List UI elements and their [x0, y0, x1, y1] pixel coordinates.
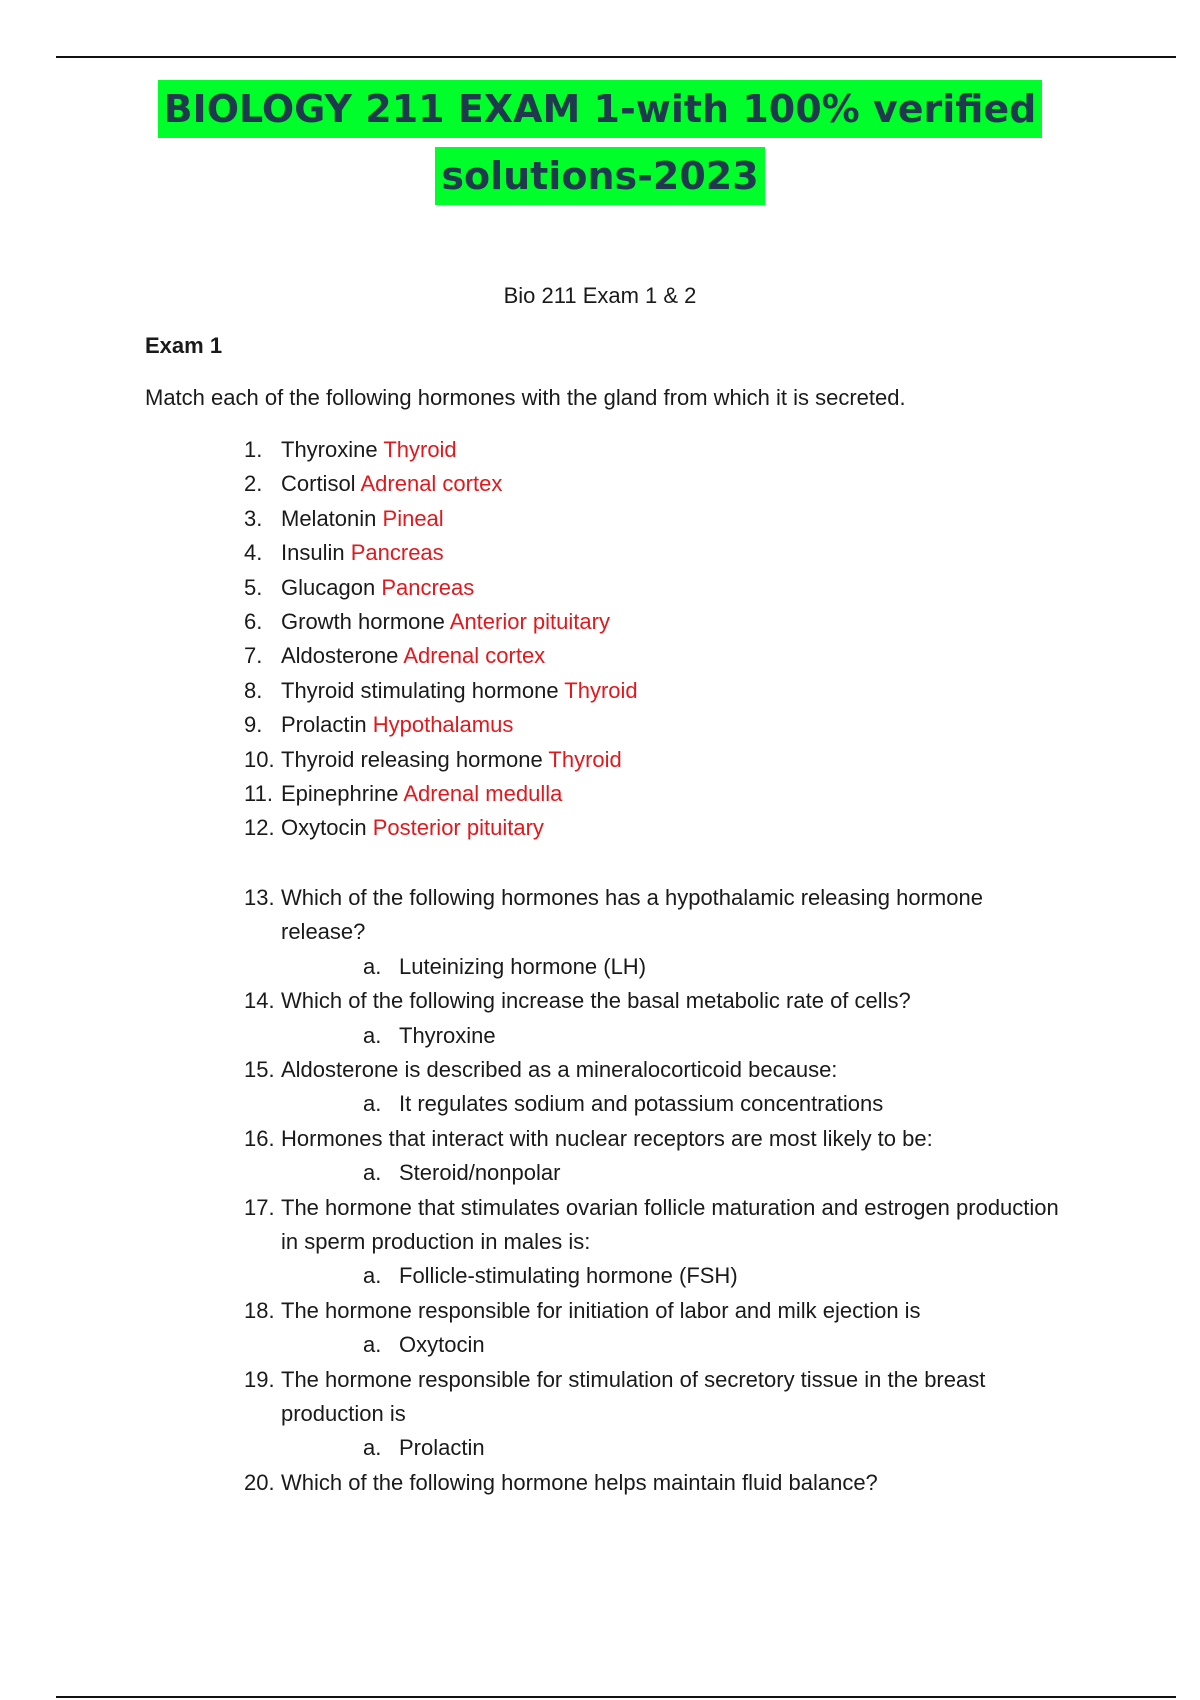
answer-letter: a. [363, 1263, 382, 1289]
gland-answer: Adrenal cortex [360, 471, 503, 497]
question-item [0, 1122, 1200, 1191]
answer-letter: a. [363, 1332, 382, 1358]
question-item [0, 881, 1200, 984]
question-item [0, 1191, 1200, 1294]
question-item [0, 1294, 1200, 1363]
item-number: 1. [244, 437, 263, 462]
gland-answer: Adrenal cortex [403, 643, 546, 669]
item-number: 7. [244, 643, 263, 669]
hormone-name: Insulin [281, 540, 345, 566]
gland-answer: Thyroid [383, 437, 457, 462]
answer-text: Luteinizing hormone (LH) [399, 953, 647, 979]
document-subtitle: Bio 211 Exam 1 & 2 [503, 283, 697, 308]
bottom-divider [56, 1696, 1176, 1698]
question-text: Hormones that interact with nuclear receptors are most likely to be: [281, 1125, 933, 1151]
gland-answer: Pancreas [350, 540, 444, 566]
gland-answer: Thyroid [548, 746, 622, 772]
answer-text: Thyroxine [399, 1022, 496, 1048]
hormone-name: Thyroxine [281, 437, 378, 462]
item-number: 8. [244, 677, 263, 703]
question-item [0, 984, 1200, 1053]
hormone-name: Epinephrine [281, 780, 399, 806]
item-number: 12. [244, 815, 275, 841]
question-text: Which of the following hormone helps maintain fluid balance? [281, 1469, 878, 1495]
gland-answer: Posterior pituitary [372, 815, 544, 841]
question-answer [0, 1156, 1200, 1190]
question-answer [0, 950, 1200, 984]
question-answer [0, 1019, 1200, 1053]
title-line-2: solutions-2023 [435, 147, 764, 205]
question-answer [0, 1259, 1200, 1293]
question-number: 17. [244, 1194, 275, 1220]
top-divider [56, 56, 1176, 58]
question-text: Which of the following increase the basal metabolic rate of cells? [281, 988, 911, 1014]
question-item [0, 1053, 1200, 1122]
question-answer [0, 1087, 1200, 1121]
item-number: 9. [244, 712, 263, 738]
question-number: 15. [244, 1057, 275, 1082]
hormone-name: Thyroid stimulating hormone [281, 677, 559, 703]
gland-answer: Pancreas [381, 574, 475, 600]
answer-letter: a. [363, 1435, 382, 1461]
hormone-name: Thyroid releasing hormone [281, 746, 543, 772]
document-title [0, 80, 1200, 214]
question-answer [0, 1431, 1200, 1465]
question-list [0, 881, 1200, 1500]
question-text: Aldosterone is described as a mineralocorticoid because: [281, 1057, 838, 1082]
question-text: The hormone responsible for stimulation of secretory tissue in the breast production is [281, 1366, 986, 1426]
question-number: 13. [244, 885, 275, 910]
answer-letter: a. [363, 1160, 382, 1186]
answer-letter: a. [363, 1091, 382, 1117]
answer-letter: a. [363, 953, 382, 979]
question-number: 16. [244, 1125, 275, 1151]
hormone-name: Aldosterone [281, 643, 399, 669]
gland-answer: Adrenal medulla [403, 780, 563, 806]
item-number: 3. [244, 505, 263, 531]
question-text: The hormone that stimulates ovarian follicle maturation and estrogen production in sperm production in males is: [281, 1194, 1059, 1254]
question-text: Which of the following hormones has a hypothalamic releasing hormone release? [281, 885, 983, 945]
question-text: The hormone responsible for initiation of labor and milk ejection is [281, 1297, 921, 1323]
item-number: 10. [244, 746, 275, 772]
item-number: 5. [244, 574, 263, 600]
question-item [0, 1466, 1200, 1500]
question-number: 14. [244, 988, 275, 1014]
hormone-name: Growth hormone [281, 608, 445, 634]
hormone-name: Melatonin [281, 505, 383, 531]
question-number: 19. [244, 1366, 275, 1392]
answer-text: Oxytocin [399, 1332, 485, 1358]
hormone-name: Cortisol [281, 471, 356, 497]
gland-answer: Thyroid [564, 677, 638, 703]
item-number: 4. [244, 540, 263, 566]
question-answer [0, 1328, 1200, 1362]
matching-instruction: Match each of the following hormones with the gland from which it is secreted. [145, 385, 906, 410]
hormone-name: Oxytocin [281, 815, 367, 841]
hormone-name: Glucagon [281, 574, 376, 600]
section-heading: Exam 1 [145, 333, 223, 358]
question-number: 20. [244, 1469, 275, 1495]
title-line-1: BIOLOGY 211 EXAM 1-with 100% verified [158, 80, 1043, 138]
item-number: 2. [244, 471, 263, 497]
answer-text: Follicle-stimulating hormone (FSH) [399, 1263, 738, 1289]
answer-text: Steroid/nonpolar [399, 1160, 561, 1186]
answer-letter: a. [363, 1022, 382, 1048]
answer-text: Prolactin [399, 1435, 485, 1461]
item-number: 11. [244, 780, 273, 806]
gland-answer: Pineal [382, 505, 444, 531]
question-item [0, 1363, 1200, 1466]
answer-text: It regulates sodium and potassium concentrations [399, 1091, 884, 1117]
gland-answer: Hypothalamus [372, 712, 514, 738]
question-number: 18. [244, 1297, 275, 1323]
item-number: 6. [244, 608, 263, 634]
gland-answer: Anterior pituitary [449, 608, 610, 634]
hormone-name: Prolactin [281, 712, 367, 738]
